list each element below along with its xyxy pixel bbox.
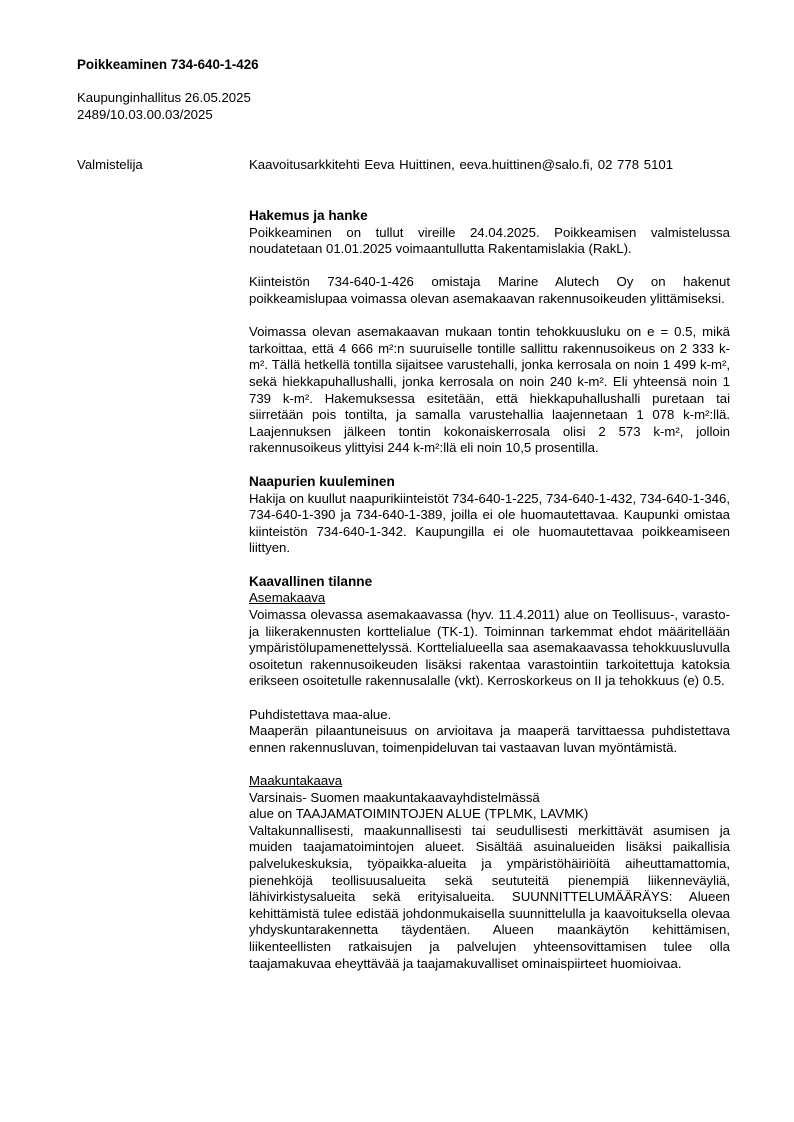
paragraph: Maaperän pilaantuneisuus on arvioitava ja maaperä tarvittaessa puhdistettava ennen rakennusluvan, toimenpideluvan tai vastaavan luvan myöntämistä. — [249, 723, 730, 755]
maakunta-line: Varsinais- Suomen maakuntakaavayhdistelmässä — [249, 789, 540, 805]
section-naapurit — [249, 474, 730, 557]
section-hakemus — [249, 208, 730, 457]
paragraph: Kiinteistön 734-640-1-426 omistaja Marine Alutech Oy on hakenut poikkeamislupaa voimassa olevan asemakaavan rakennusoikeuden ylittämiseksi. — [249, 274, 730, 306]
document-title: Poikkeaminen 734-640-1-426 — [77, 57, 259, 72]
paragraph: Valtakunnallisesti, maakunnallisesti tai seudullisesti merkittävät asumisen ja muiden taajamatoimintojen alueet. Sisältää asuinalueiden lisäksi paikallisia palvelukeskuksia, työpaikka-alueita ja ympäristöhäiriöitä aiheuttamattomia, pienehköjä teollisuusalueita sekä seututeitä pienempiä liikenneväyliä, lähivirkistysalueita sekä erityisalueita. SUUNNITTELUMÄÄRÄYS: Alueen kehittämistä tulee edistää johdonmukaisella suunnittelulla ja kaavoituksella olevaa yhdyskuntarakennetta täydentäen. Alueen maankäytön kehittämisen, liikenteellisten ratkaisujen ja palvelujen yhteensovittamisen tulee olla taajamakuvaa eheyttävää ja taajamakuvalliset ominaispiirteet huomioivaa. — [249, 822, 730, 971]
subheading-maakuntakaava: Maakuntakaava — [249, 773, 343, 788]
meeting-info: Kaupunginhallitus 26.05.2025 — [77, 90, 251, 105]
document-meta — [77, 90, 251, 123]
section-kaava — [249, 574, 730, 972]
paragraph: Hakija on kuullut naapurikiinteistöt 734-640-1-225, 734-640-1-432, 734-640-1-346, 734-640-1-390 ja 734-640-1-389, joilla ei ole huomautettavaa. Kaupunki omistaa kiinteistön 734-640-1-342. Kaupungilla ei ole huomautettavaa poikkeamiseen liittyen. — [249, 490, 730, 556]
subheading-asemakaava: Asemakaava — [249, 590, 326, 606]
preparer-label: Valmistelija — [77, 157, 143, 172]
paragraph: Voimassa olevassa asemakaavassa (hyv. 11.4.2011) alue on Teollisuus-, varasto- ja liikerakennusten korttelialue (TK-1). Toiminnan tarkemmat ehdot määritellään ympäristölupamenettelyssä. Korttelialueella saa asemakaavassa tehokkuusluvulla osoitetun rakennusoikeuden lisäksi rakentaa varastointiin tarkoitettuja katoksia erikseen osoitetulle rakennusalalle (vkt). Kerroskorkeus on II ja tehokkuus (e) 0.5. — [249, 607, 730, 689]
paragraph: Voimassa olevan asemakaavan mukaan tontin tehokkuusluku on e = 0.5, mikä tarkoittaa, että 4 666 m²:n suuruiselle tontille sallittu rakennusoikeus on 2 333 k-m². Tällä hetkellä tontilla sijaitsee varustehalli, jonka kerrosala on noin 1 499 k-m², sekä hiekkapuhallushalli, jonka kerrosala on noin 240 k-m². Eli yhteensä noin 1 739 k-m². Hakemuksessa esitetään, että hiekkapuhallushalli puretaan tai siirretään pois tontilta, ja samalla varustehallia laajennetaan 1 078 k-m²:llä. Laajennuksen jälkeen tontin kokonaiskerrosala olisi 2 573 k-m², jolloin rakennusoikeus ylittyisi 244 k-m²:llä eli noin 10,5 prosentilla. — [249, 324, 730, 456]
section-heading: Hakemus ja hanke — [249, 208, 368, 223]
record-number: 2489/10.03.00.03/2025 — [77, 106, 213, 122]
puhdistettava-title: Puhdistettava maa-alue. — [249, 706, 392, 722]
section-heading: Kaavallinen tilanne — [249, 573, 373, 589]
paragraph: Poikkeaminen on tullut vireille 24.04.2025. Poikkeamisen valmistelussa noudatetaan 01.01.2025 voimaantullutta Rakentamislakia (RakL). — [249, 224, 730, 257]
preparer-value: Kaavoitusarkkitehti Eeva Huittinen, eeva.huittinen@salo.fi, 02 778 5101 — [249, 157, 674, 172]
maakunta-line: alue on TAAJAMATOIMINTOJEN ALUE (TPLMK, LAVMK) — [249, 806, 589, 822]
document-body — [249, 208, 730, 989]
section-heading: Naapurien kuuleminen — [249, 473, 395, 489]
